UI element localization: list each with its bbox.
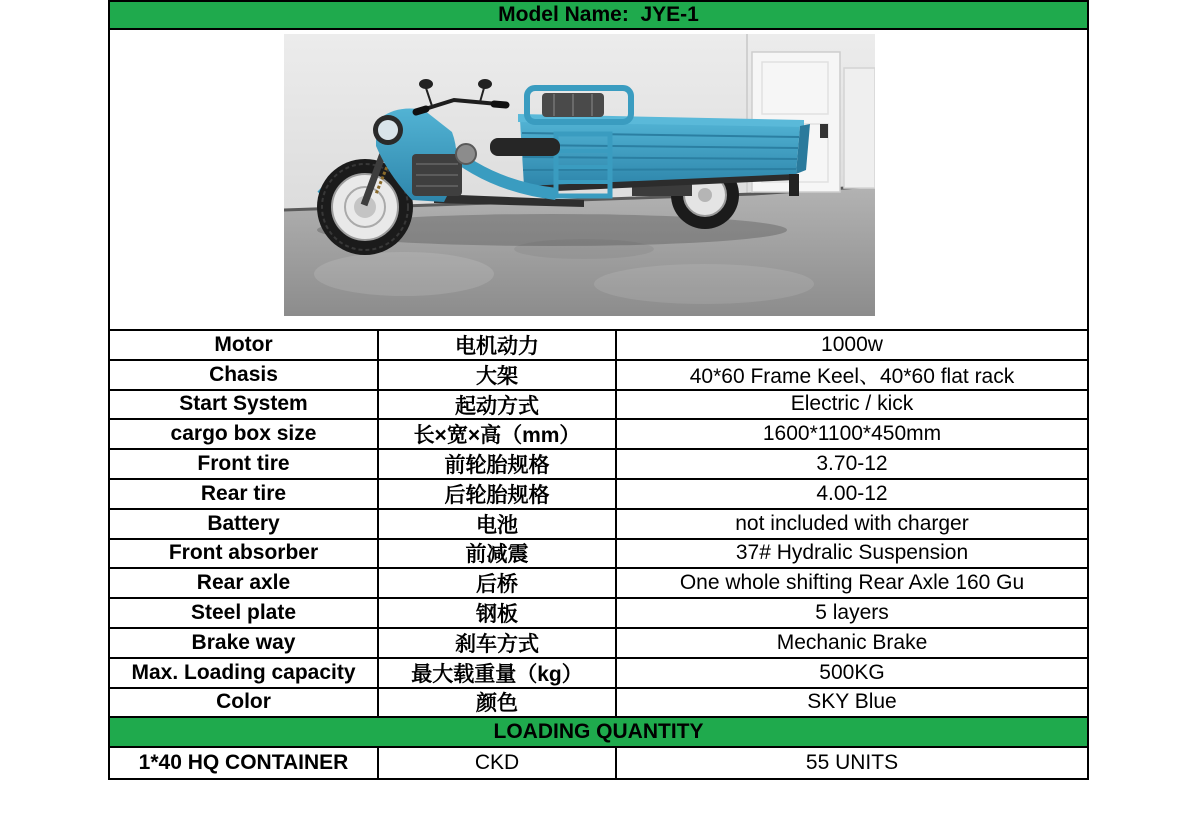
spec-sheet-table [108,0,1089,780]
spec-row-front-tire [110,450,1087,480]
spec-row-start-system [110,391,1087,421]
spec-value: 1600*1100*450mm [762,422,942,446]
spec-label: Brake way [110,629,379,657]
spec-label: Rear tire [110,480,379,508]
spec-label-cn: 电机动力 [379,331,617,359]
rear-wheel-hub [698,188,712,202]
spec-label: cargo box size [110,420,379,448]
packing-method: CKD [379,748,617,778]
spec-label-cn: 后轮胎规格 [379,480,617,508]
spec-value: 4.00-12 [816,481,888,505]
spec-value: 5 layers [815,601,889,625]
spec-value: Mechanic Brake [776,630,928,654]
left-mirror [419,79,433,89]
spec-row-motor [110,331,1087,361]
spec-label-cn: 电池 [379,510,617,538]
spec-row-cargo-box-size [110,420,1087,450]
spec-label: Color [110,689,379,717]
spec-label: Battery [110,510,379,538]
spec-label-cn: 前减震 [379,540,617,568]
spec-value: 37# Hydralic Suspension [735,541,969,565]
spec-label-cn: 大架 [379,361,617,389]
spec-label: Front tire [110,450,379,478]
door-handle [820,124,828,138]
side-door [844,68,875,188]
spec-label: Motor [110,331,379,359]
loading-quantity-value: 55 UNITS [805,751,899,775]
loading-row-container [110,748,1087,778]
spec-value: 500KG [819,660,885,684]
spec-value: 3.70-12 [816,452,888,476]
spec-row-color [110,689,1087,719]
spec-label-cn: 长×宽×高（mm） [379,420,617,448]
spec-label: Front absorber [110,540,379,568]
model-name-title: Model Name: JYE-1 [110,2,1087,30]
spec-value: SKY Blue [807,690,897,714]
product-photo [284,34,875,316]
spec-row-front-absorber [110,540,1087,570]
container-type: 1*40 HQ CONTAINER [110,748,379,778]
motor-cover [456,144,476,164]
spec-row-chasis [110,361,1087,391]
spec-row-rear-axle [110,569,1087,599]
mud-flap [789,174,799,196]
spec-row-battery [110,510,1087,540]
spec-label: Max. Loading capacity [110,659,379,687]
right-grip [494,104,506,105]
spec-label: Rear axle [110,569,379,597]
spec-row-rear-tire [110,480,1087,510]
spec-row-steel-plate [110,599,1087,629]
spec-label: Chasis [110,361,379,389]
spec-row-max-loading-capacity [110,659,1087,689]
spec-label: Start System [110,391,379,419]
floor-patch [314,252,494,296]
product-image-cell [110,30,1087,331]
right-mirror [478,79,492,89]
spec-value: Electric / kick [790,392,914,416]
spec-label-cn: 颜色 [379,689,617,717]
spec-label: Steel plate [110,599,379,627]
spec-value: not included with charger [735,511,969,535]
spec-value: One whole shifting Rear Axle 160 Gu [679,571,1025,595]
spec-label-cn: 钢板 [379,599,617,627]
cargo-box-rib [523,169,796,170]
loading-quantity-header: LOADING QUANTITY [110,718,1087,748]
spec-value: 40*60 Frame Keel、40*60 flat rack [689,364,1015,388]
left-grip [416,109,426,112]
spec-row-brake-way [110,629,1087,659]
spec-label-cn: 起动方式 [379,391,617,419]
spec-label-cn: 后桥 [379,569,617,597]
floor-patch [594,264,814,304]
spec-label-cn: 前轮胎规格 [379,450,617,478]
headlight-lens [378,120,398,140]
spec-label-cn: 最大载重量（kg） [379,659,617,687]
spec-value: 1000w [821,332,883,356]
driver-seat [490,138,560,156]
spec-label-cn: 刹车方式 [379,629,617,657]
